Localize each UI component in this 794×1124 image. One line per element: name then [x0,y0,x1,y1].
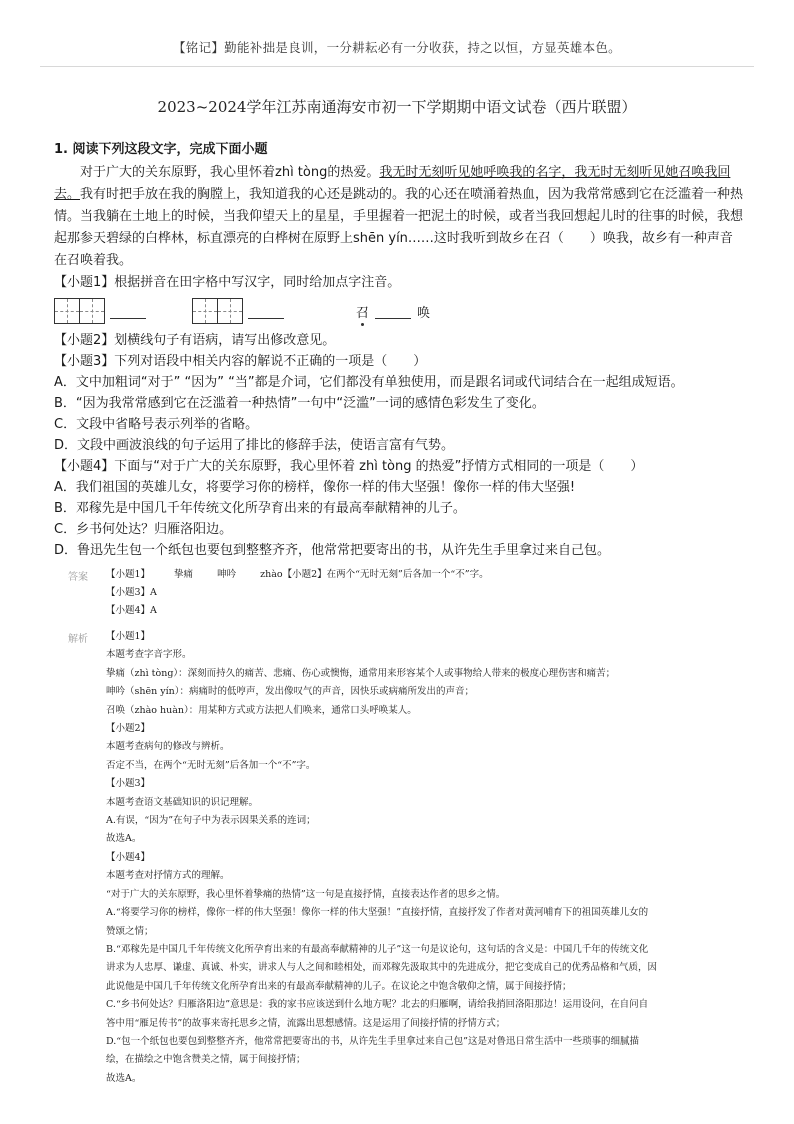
option-3c[interactable]: C．文段中省略号表示列举的省略。 [54,417,259,432]
answer-line-1: 【小题1】 挚痛 呻吟 zhào【小题2】在两个“无时无刻”后各加一个“不”字。 [106,569,489,580]
option-4c[interactable]: C．乡书何处达？归雁洛阳边。 [54,522,233,537]
tianzige-grid-1[interactable] [54,298,104,324]
explanation-line: 【小题4】 [106,851,151,863]
reading-passage [54,162,744,272]
sub-question-2: 【小题2】划横线句子有语病，请写出修改意见。 [54,333,336,348]
explanation-body [106,628,748,1088]
explanation-line: 本题考查语文基础知识的识记理解。 [106,796,259,808]
pinyin-blank[interactable] [375,304,411,319]
explanation-line: 呻吟（shēn yín）：病痛时的低哼声，发出像叹气的声音，因快乐或病痛所发出的声音； [106,686,475,698]
explanation-line: 赞颂之情； [106,925,154,937]
explanation-line: 本题考查病句的修改与辨析。 [106,741,230,753]
page-title: 2023~2024学年江苏南通海安市初一下学期期中语文试卷（西片联盟） [157,98,637,116]
answer-line-3: 【小题3】A [106,587,157,598]
explanation-line: A.有误，“因为”在句子中为表示因果关系的连词； [106,815,316,827]
passage-text-1: 对于广大的关东原野，我心里怀着zhì tòng的热爱。 [80,165,380,180]
explanation-line: 挚痛（zhì tòng）：深刻而持久的痛苦、悲痛、伤心或懊悔，通常用来形容某个人或事物给人带来的极度心理伤害和痛苦； [106,667,616,679]
explanation-line: 绘，在描绘之中饱含赞美之情，属于间接抒情； [106,1054,306,1066]
explanation-line: D.“包一个纸包也要包到整整齐齐，他常常把要寄出的书，从许先生手里拿过来自己包”这是对鲁迅日常生活中一些琐事的细腻描 [106,1035,640,1047]
explanation-line: C.“乡书何处达？归雁洛阳边”意思是：我的家书应该送到什么地方呢？北去的归雁啊，请给我捎回洛阳那边！运用设问，在自问自 [106,999,649,1011]
explanation-line: 本题考查对抒情方式的理解。 [106,870,230,882]
sub-question-1: 【小题1】根据拼音在田字格中写汉字，同时给加点字注音。 [54,275,401,290]
option-4b[interactable]: B．邓稼先是中国几千年传统文化所孕育出来的有最高奉献精神的儿子。 [54,501,466,516]
tianzige-grid-2[interactable] [192,298,242,324]
question-heading: 1. 阅读下列这段文字，完成下面小题 [54,142,268,157]
explanation-line: A.“将要学习你的榜样，像你一样的伟大坚强！像你一样的伟大坚强！”直接抒情，直接抒发了作者对黄河哺育下的祖国英雄儿女的 [106,907,649,919]
sub-question-4: 【小题4】下面与“对于广大的关东原野，我心里怀着 zhì tòng 的热爱”抒情方式相同的一项是（ ） [54,459,644,474]
option-3a[interactable]: A．文中加粗词“对于” “因为” “当”都是介词，它们都没有单独使用，而是跟名词或代词结合在一起组成短语。 [54,375,684,390]
tianzige-cell[interactable] [79,298,105,324]
option-4d[interactable]: D．鲁迅先生包一个纸包也要包到整整齐齐，他常常把要寄出的书，从许先生手里拿过来自己包。 [54,543,611,558]
sub-question-3: 【小题3】下列对语段中相关内容的解说不正确的一项是（ ） [54,354,427,369]
answer-blank[interactable] [248,304,284,319]
explanation-line: 否定不当，在两个“无时无刻”后各加一个“不”字。 [106,759,316,771]
tianzige-cell[interactable] [217,298,243,324]
passage-text-2: 我有时把手放在我的胸膛上，我知道我的心还是跳动的。我的心还在喷涌着热血，因为我常常感到它在泛滥着一种热情。当我躺在土地上的时候，当我仰望天上的星星，手里握着一把泥土的时候，或者当我回想起儿时的往事的时候，我想起那参天碧绿的白桦林，标直漂亮的白桦树在原野上shēn yín……这时我听到故乡在召（ ）唤我，故乡有一种声音在召唤着我。 [54,187,744,268]
explanation-line: 故选A。 [106,833,142,845]
explanation-line: 此说他是中国几千年传统文化所孕育出来的有最高奉献精神的儿子。在议论之中饱含敬仰之情，属于间接抒情； [106,980,572,992]
option-4a[interactable]: A．我们祖国的英雄儿女，将要学习你的榜样，像你一样的伟大坚强！像你一样的伟大坚强! [54,480,576,495]
answer-blank[interactable] [110,304,146,319]
header-divider [40,66,754,67]
character-huan: 唤 [417,305,431,321]
dotted-character: 召 [356,302,369,321]
tianzige-cell[interactable] [54,298,80,324]
explanation-line: 讲求为人忠厚、谦虚、真诚、朴实，讲求人与人之间和睦相处，而邓稼先汲取其中的先进成分，把它变成自己的优秀品格和气质，因 [106,962,658,974]
explanation-line: “对于广大的关东原野，我心里怀着挚痛的热情”这一句是直接抒情，直接表达作者的思乡之情。 [106,888,506,900]
motto-banner: 【铭记】勤能补拙是良训，一分耕耘必有一分收获，持之以恒，方显英雄本色。 [172,40,621,55]
explanation-line: 召唤（zhào huàn）：用某种方式或方法把人们唤来，通常口头呼唤某人。 [106,704,417,716]
option-3b[interactable]: B．“因为我常常感到它在泛滥着一种热情”一句中“泛滥”一词的感情色彩发生了变化。 [54,396,545,411]
option-3d[interactable]: D．文段中画波浪线的句子运用了排比的修辞手法，使语言富有气势。 [54,438,455,453]
explanation-line: 故选A。 [106,1072,142,1084]
explanation-line: 【小题2】 [106,723,151,735]
explanation-line: 本题考查字音字形。 [106,649,192,661]
explanation-line: 【小题3】 [106,778,151,790]
answer-line-4: 【小题4】A [106,605,157,616]
explanation-line: 【小题1】 [106,631,151,642]
tianzige-cell[interactable] [192,298,218,324]
explanation-line: B.“邓稼先是中国几千年传统文化所孕育出来的有最高奉献精神的儿子”这一句是议论句，这句话的含义是：中国几千年的传统文化 [106,943,649,955]
answer-label: 答案 [68,572,88,583]
underlined-sentence: 我无时无刻听见她呼唤我的名字，我无时无刻听见她召唤我回去。 [54,165,731,202]
explanation-label: 解析 [68,634,88,645]
answer-section [68,566,748,1088]
tianzige-answer-row [54,296,744,326]
explanation-line: 答中用“雁足传书”的故事来寄托思乡之情，流露出思想感情。这是运用了间接抒情的抒情方式； [106,1017,506,1029]
question-1 [54,140,744,561]
